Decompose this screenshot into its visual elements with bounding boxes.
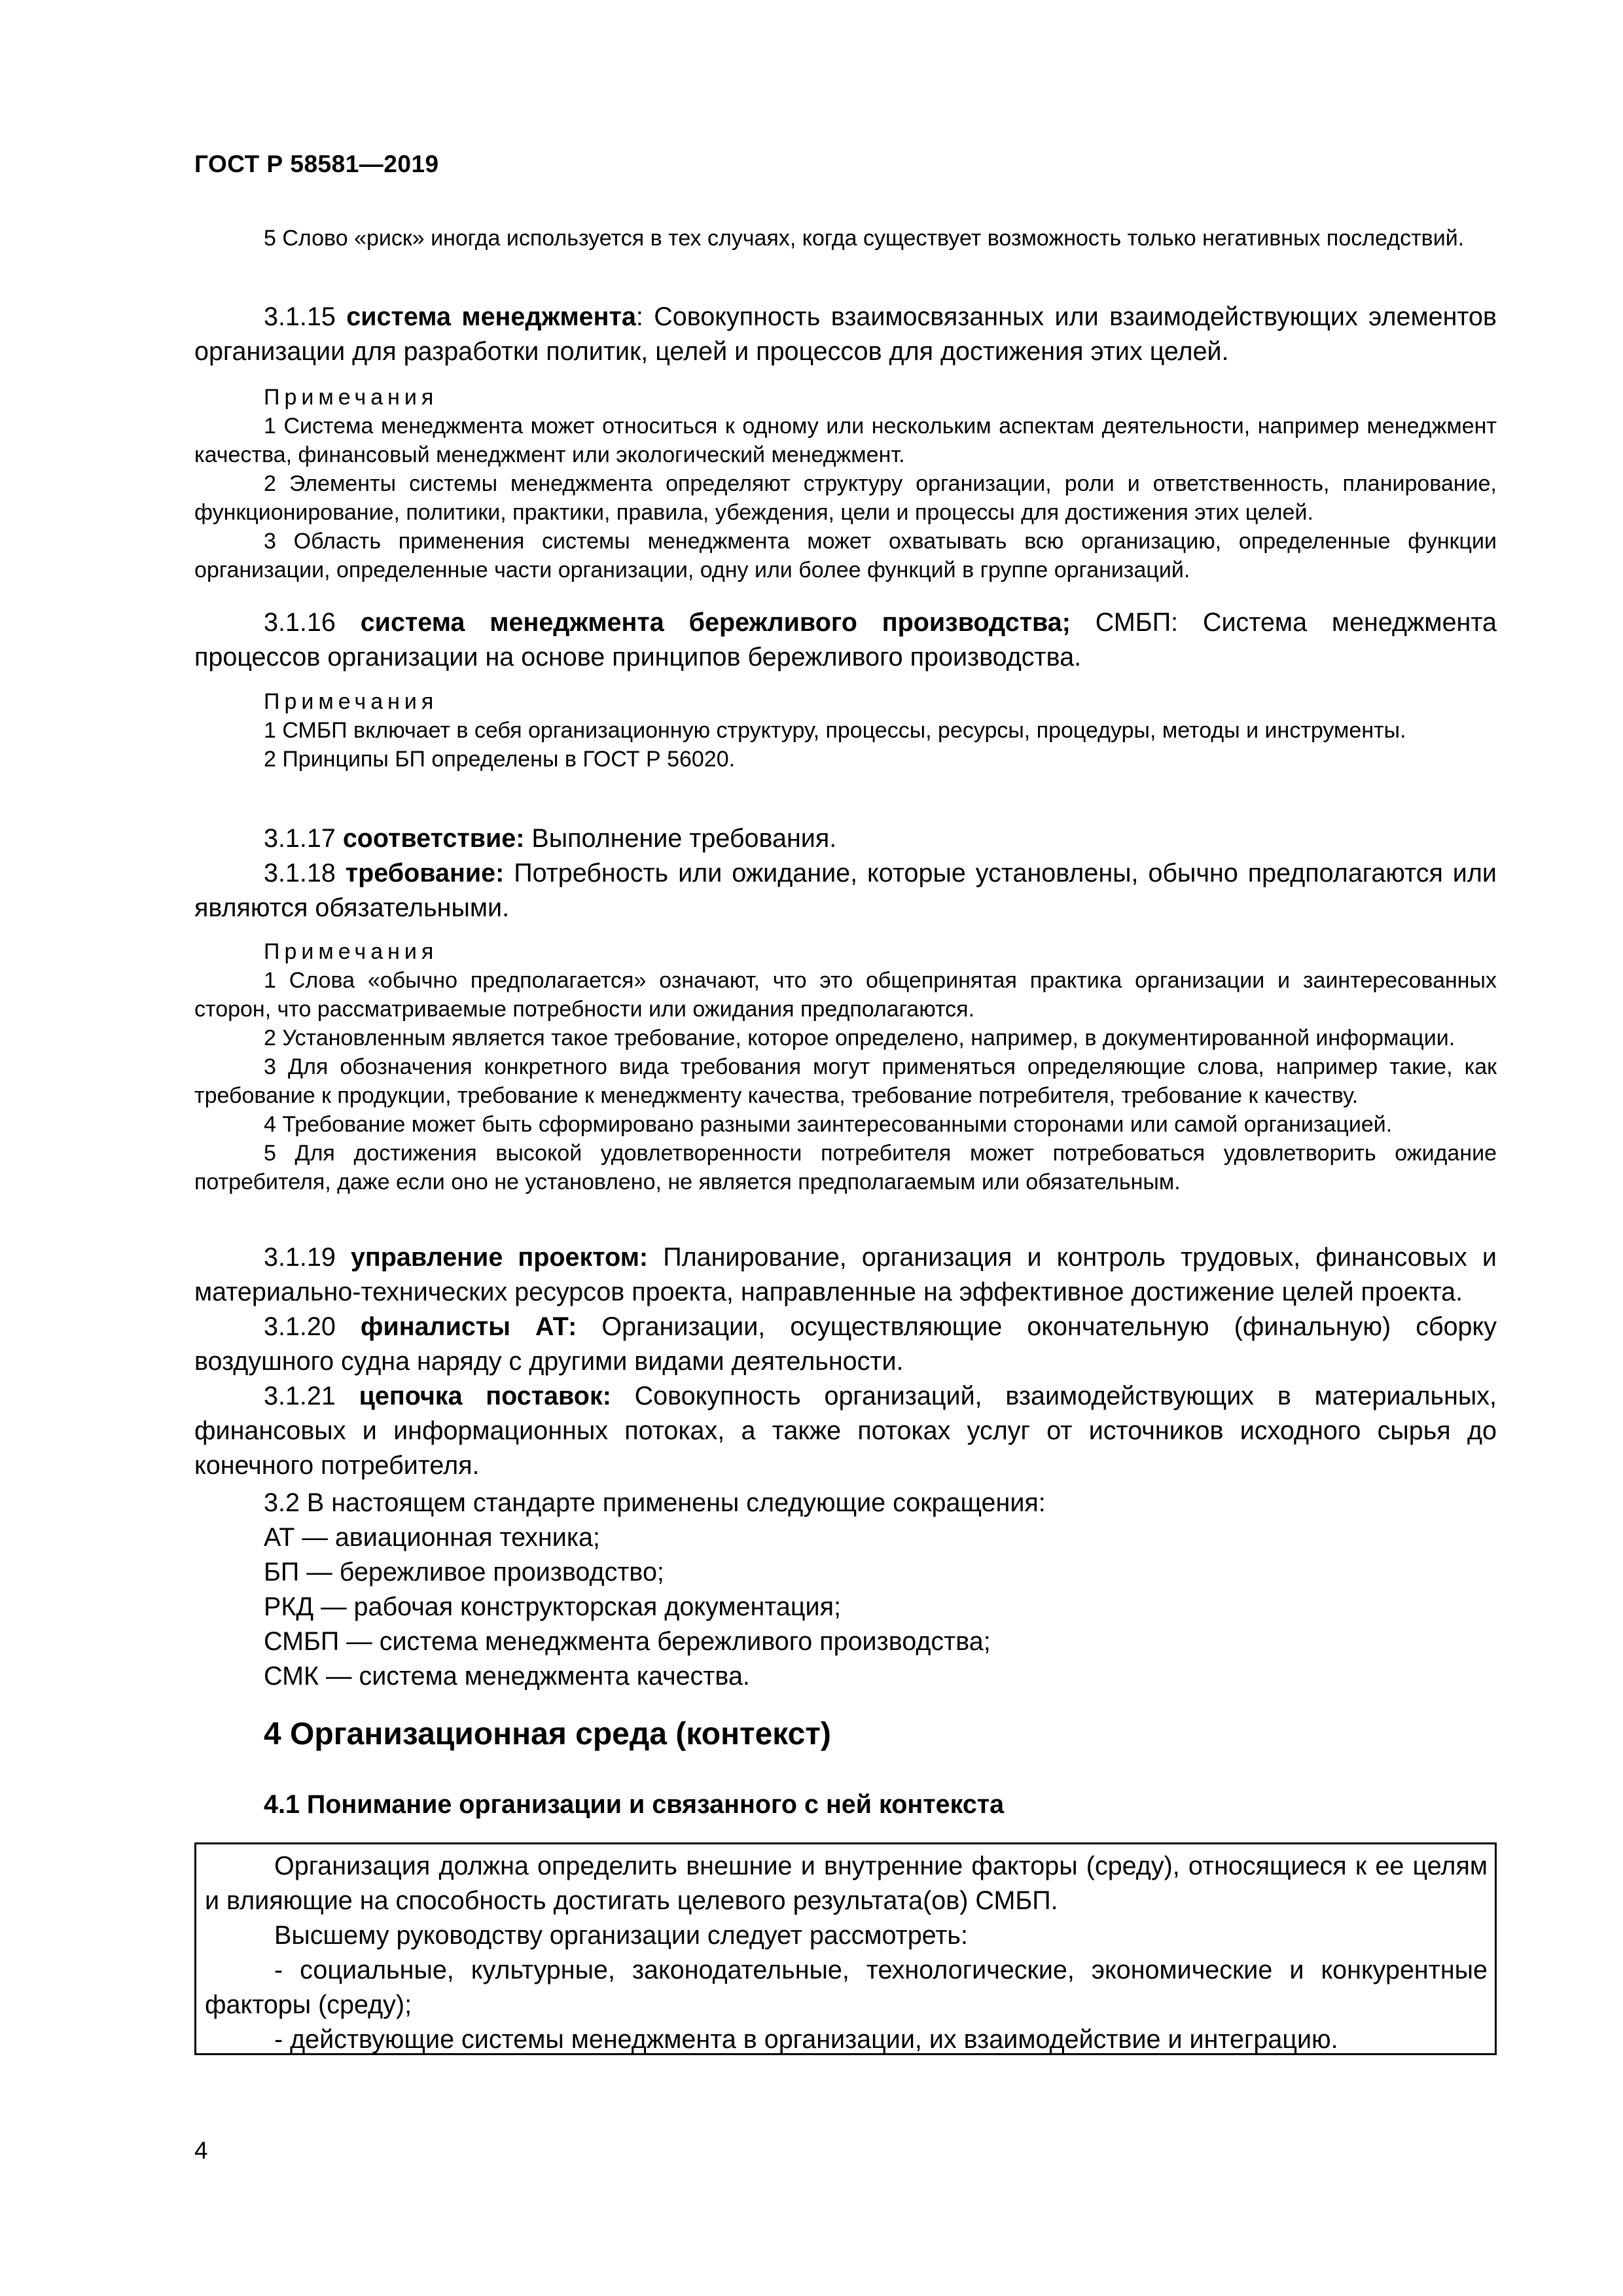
note-item: 4 Требование может быть сформировано разными заинтересованными сторонами или самой организацией. [264,1112,1393,1137]
note-item: 1 Слова «обычно предполагается» означают, что это общепринятая практика организации и заинтересованных сторон, что рассматриваемые потребности или ожидания предполагаются. [194,968,1497,1022]
notes-3-1-15 [194,383,1497,584]
box-paragraph: - социальные, культурные, законодательные, технологические, экономические и конкурентные факторы (среду); [205,1956,1488,2019]
note-item: 2 Элементы системы менеджмента определяют структуру организации, роли и ответственность, планирование, функционирование, политики, практики, правила, убеждения, цели и процессы для достижения этих целей. [194,471,1497,525]
notes-3-1-16 [194,687,1497,774]
term-number: 3.1.21 [264,1382,336,1410]
term-definition: Планирование, организация и контроль трудовых, финансовых и материально-технических ресурсов проекта, направленные на эффективное достижение целей проекта. [194,1243,1497,1306]
term-name: система менеджмента бережливого производства; [360,608,1071,637]
term-definition: СМБП: Система менеджмента процессов организации на основе принципов бережливого производства. [194,608,1497,672]
note-item: 3 Область применения системы менеджмента может охватывать всю организацию, определенные функции организации, определенные части организации, одну или более функций в группе организаций. [194,529,1497,583]
note-item: 2 Принципы БП определены в ГОСТ Р 56020. [264,747,736,772]
term-definition: Совокупность организаций, взаимодействующих в материальных, финансовых и информационных потоках, а также потоках услуг от источников исходного сырья до конечного потребителя. [194,1382,1497,1480]
note-item: 1 СМБП включает в себя организационную структуру, процессы, ресурсы, процедуры, методы и инструменты. [264,718,1406,743]
terms-3-1-19-21 [194,1240,1497,1483]
note-item: 2 Установленным является такое требование, которое определено, например, в документированной информации. [264,1026,1455,1050]
term-name: цепочка поставок: [359,1382,611,1410]
note-text: 5 Слово «риск» иногда используется в тех случаях, когда существует возможность только негативных последствий. [264,226,1465,251]
subsection-heading: 4.1 Понимание организации и связанного с ней контекста [264,1790,1005,1819]
term-definition: Организации, осуществляющие окончательную (финальную) сборку воздушного судна наряду с другими видами деятельности. [194,1312,1497,1376]
term-definition: Потребность или ожидание, которые установлены, обычно предполагаются или являются обязательными. [194,859,1497,922]
abbreviation-item: РКД — рабочая конструкторская документация; [264,1592,841,1621]
term-number: 3.1.20 [264,1312,336,1341]
term-number: 3.1.16 [264,608,336,637]
section-heading: 4 Организационная среда (контекст) [264,1717,831,1751]
page-number: 4 [194,2137,208,2164]
term-definition: : Совокупность взаимосвязанных или взаимодействующих элементов организации для разработки политик, целей и процессов для достижения этих целей. [194,302,1497,366]
term-3-1-18 [194,856,1497,925]
term-3-1-17 [194,821,1497,856]
abbreviation-item: СМК — система менеджмента качества. [264,1662,750,1691]
term-number: 3.1.15 [264,302,336,331]
notes-3-1-18 [194,937,1497,1196]
notes-heading: Примечания [264,939,438,964]
box-paragraph: - действующие системы менеджмента в организации, их взаимодействие и интеграцию. [274,2025,1338,2054]
term-number: 3.1.19 [264,1243,336,1272]
notes-heading: Примечания [264,385,438,410]
term-name: требование: [345,859,505,888]
term-number: 3.1.17 [264,824,336,853]
requirements-box-text [205,1849,1488,2057]
abbreviation-item: БП — бережливое производство; [264,1558,664,1587]
term-3-1-20 [194,1310,1497,1379]
term-definition: Выполнение требования. [524,824,837,853]
box-paragraph: Организация должна определить внешние и внутренние факторы (среду), относящиеся к ее целям и влияющие на способность достигать целевого результата(ов) СМБП. [205,1852,1488,1915]
note-item: 1 Система менеджмента может относиться к одному или нескольким аспектам деятельности, например менеджмент качества, финансовый менеджмент или экологический менеджмент. [194,414,1497,467]
note-block-risk [194,224,1497,253]
term-name: соответствие: [342,824,525,853]
term-name: управление проектом: [350,1243,649,1272]
abbreviation-item: АТ — авиационная техника; [264,1523,600,1552]
term-name: финалисты АТ: [360,1312,577,1341]
note-item: 5 Для достижения высокой удовлетворенности потребителя может потребоваться удовлетворить ожидание потребителя, даже если оно не установлено, не является предполагаемым или обязательным. [194,1141,1497,1194]
term-3-1-19 [194,1240,1497,1310]
term-3-1-21 [194,1379,1497,1483]
terms-3-1-17-18 [194,821,1497,925]
term-name: система менеджмента [346,302,636,331]
note-item: 3 Для обозначения конкретного вида требования могут применяться определяющие слова, например такие, как требование к продукции, требование к менеджменту качества, требование потребителя, требование к качеству. [194,1054,1497,1108]
term-number: 3.1.18 [264,859,336,888]
term-3-1-15 [194,300,1497,369]
term-3-1-16 [194,605,1497,675]
abbreviations-intro: 3.2 В настоящем стандарте применены следующие сокращения: [264,1488,1046,1517]
abbreviation-item: СМБП — система менеджмента бережливого производства; [264,1627,991,1656]
box-paragraph: Высшему руководству организации следует рассмотреть: [274,1921,968,1950]
notes-heading: Примечания [264,689,438,714]
document-header-standard-id: ГОСТ Р 58581—2019 [194,151,439,177]
